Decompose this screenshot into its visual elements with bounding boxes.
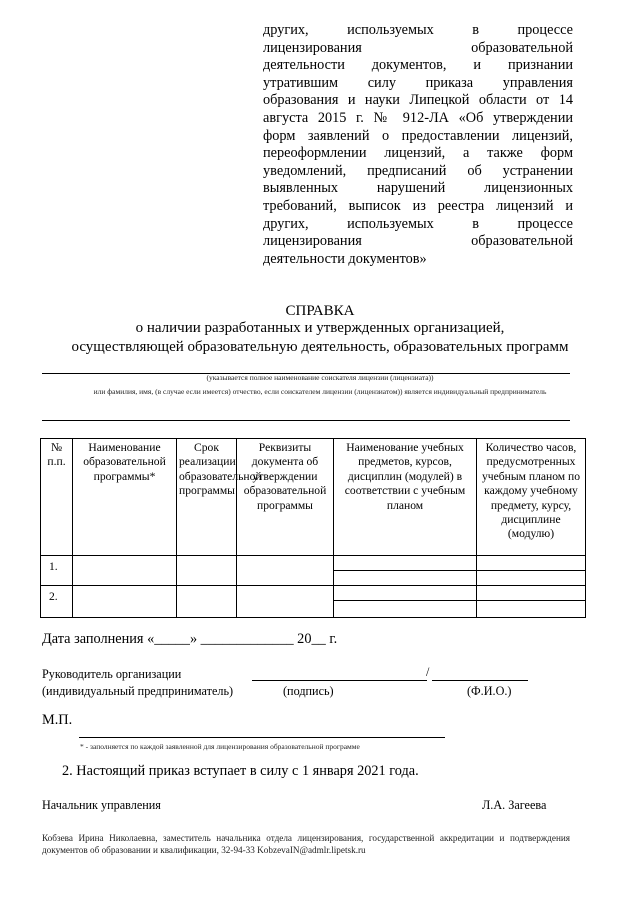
footnote: * - заполняется по каждой заявленной для лицензирования образовательной программе (80, 742, 360, 751)
document-subtitle-line-1: о наличии разработанных и утвержденных организацией, (135, 320, 505, 336)
table-cell (334, 556, 477, 586)
signature-line (252, 680, 427, 681)
applicant-hint-1: (указывается полное наименование соискателя лицензии (лицензиата)) (206, 373, 434, 382)
table-cell (73, 586, 177, 618)
intro-line: августа 2015 г. № 912-ЛА «Об утверждении (263, 109, 573, 126)
table-cell (477, 556, 586, 586)
column-header: Наименование образовательной программы* (73, 439, 177, 556)
intro-line: образования и науки Липецкой области от 14 (263, 92, 573, 109)
table-cell (73, 556, 177, 586)
table-cell (177, 556, 237, 586)
applicant-extra-line (42, 420, 570, 421)
fill-date: Дата заполнения «_____» _____________ 20__ г. (42, 631, 338, 647)
row-number: 1. (41, 556, 73, 586)
intro-line: уведомлений, предписаний об устранении (263, 162, 573, 179)
programs-table (40, 438, 586, 618)
table-row (41, 556, 586, 586)
column-header: Наименование учебных предметов, курсов, дисциплин (модулей) в соответствии с учебным планом (334, 439, 477, 556)
document-subtitle-line-2: осуществляющей образовательную деятельность, образовательных программ (71, 339, 569, 355)
intro-line: лицензирования образовательной (263, 233, 573, 250)
head-label-1: Руководитель организации (42, 667, 182, 681)
fio-label: (Ф.И.О.) (467, 684, 512, 698)
table-header-row (41, 439, 586, 556)
column-header: № п.п. (41, 439, 73, 556)
executor-info: Кобзева Ирина Николаевна, заместитель начальника отдела лицензирования, государственной аккредитации и подтверждения документов об образовании и квалификации, 32-94-33 KobzevaIN@admlr.lipetsk.ru (42, 833, 570, 855)
table-cell (237, 586, 334, 618)
column-header: Количество часов, предусмотренных учебным планом по каждому учебному предмету, курсу, дисциплине (модулю) (477, 439, 586, 556)
slash-separator: / (426, 665, 430, 679)
intro-line: деятельности документов» (263, 250, 427, 267)
table-cell (237, 556, 334, 586)
intro-line: выявленных нарушений лицензионных (263, 180, 573, 197)
intro-line: других, используемых в процессе (263, 22, 573, 38)
clause-text: 2. Настоящий приказ вступает в силу с 1 января 2021 года. (62, 763, 419, 779)
applicant-hint-2: или фамилия, имя, (в случае если имеется) отчество, если соискателем лицензии (лицензиатом)) является индивидуальный предприниматель (93, 387, 547, 396)
signer-title: Начальник управления (42, 798, 161, 812)
column-header: Срок реализации образовательной программы (177, 439, 237, 556)
row-number: 2. (41, 586, 73, 618)
intro-line: лицензирования образовательной (263, 39, 573, 56)
intro-line: деятельности документов, и признании (263, 57, 573, 74)
intro-line: форм заявлений о предоставлении лицензий, (263, 127, 573, 144)
table-cell (177, 586, 237, 618)
table-cell (334, 586, 477, 618)
signature-label: (подпись) (283, 684, 334, 698)
stamp-label: М.П. (42, 712, 73, 728)
table-row (41, 586, 586, 618)
footnote-divider (79, 737, 445, 738)
fio-line (432, 680, 528, 681)
signer-name: Л.А. Загеева (482, 798, 547, 812)
column-header: Реквизиты документа об утверждении образовательной программы (237, 439, 334, 556)
intro-paragraph (263, 22, 573, 268)
head-label-2: (индивидуальный предприниматель) (42, 684, 234, 698)
intro-line: утратившим силу приказа управления (263, 74, 573, 91)
document-title: СПРАВКА (285, 303, 355, 319)
intro-line: требований, выписок из реестра лицензий и (263, 197, 573, 214)
table-cell (477, 586, 586, 618)
intro-line: переоформлении лицензий, а также форм (263, 145, 573, 162)
intro-line: других, используемых в процессе (263, 215, 573, 232)
